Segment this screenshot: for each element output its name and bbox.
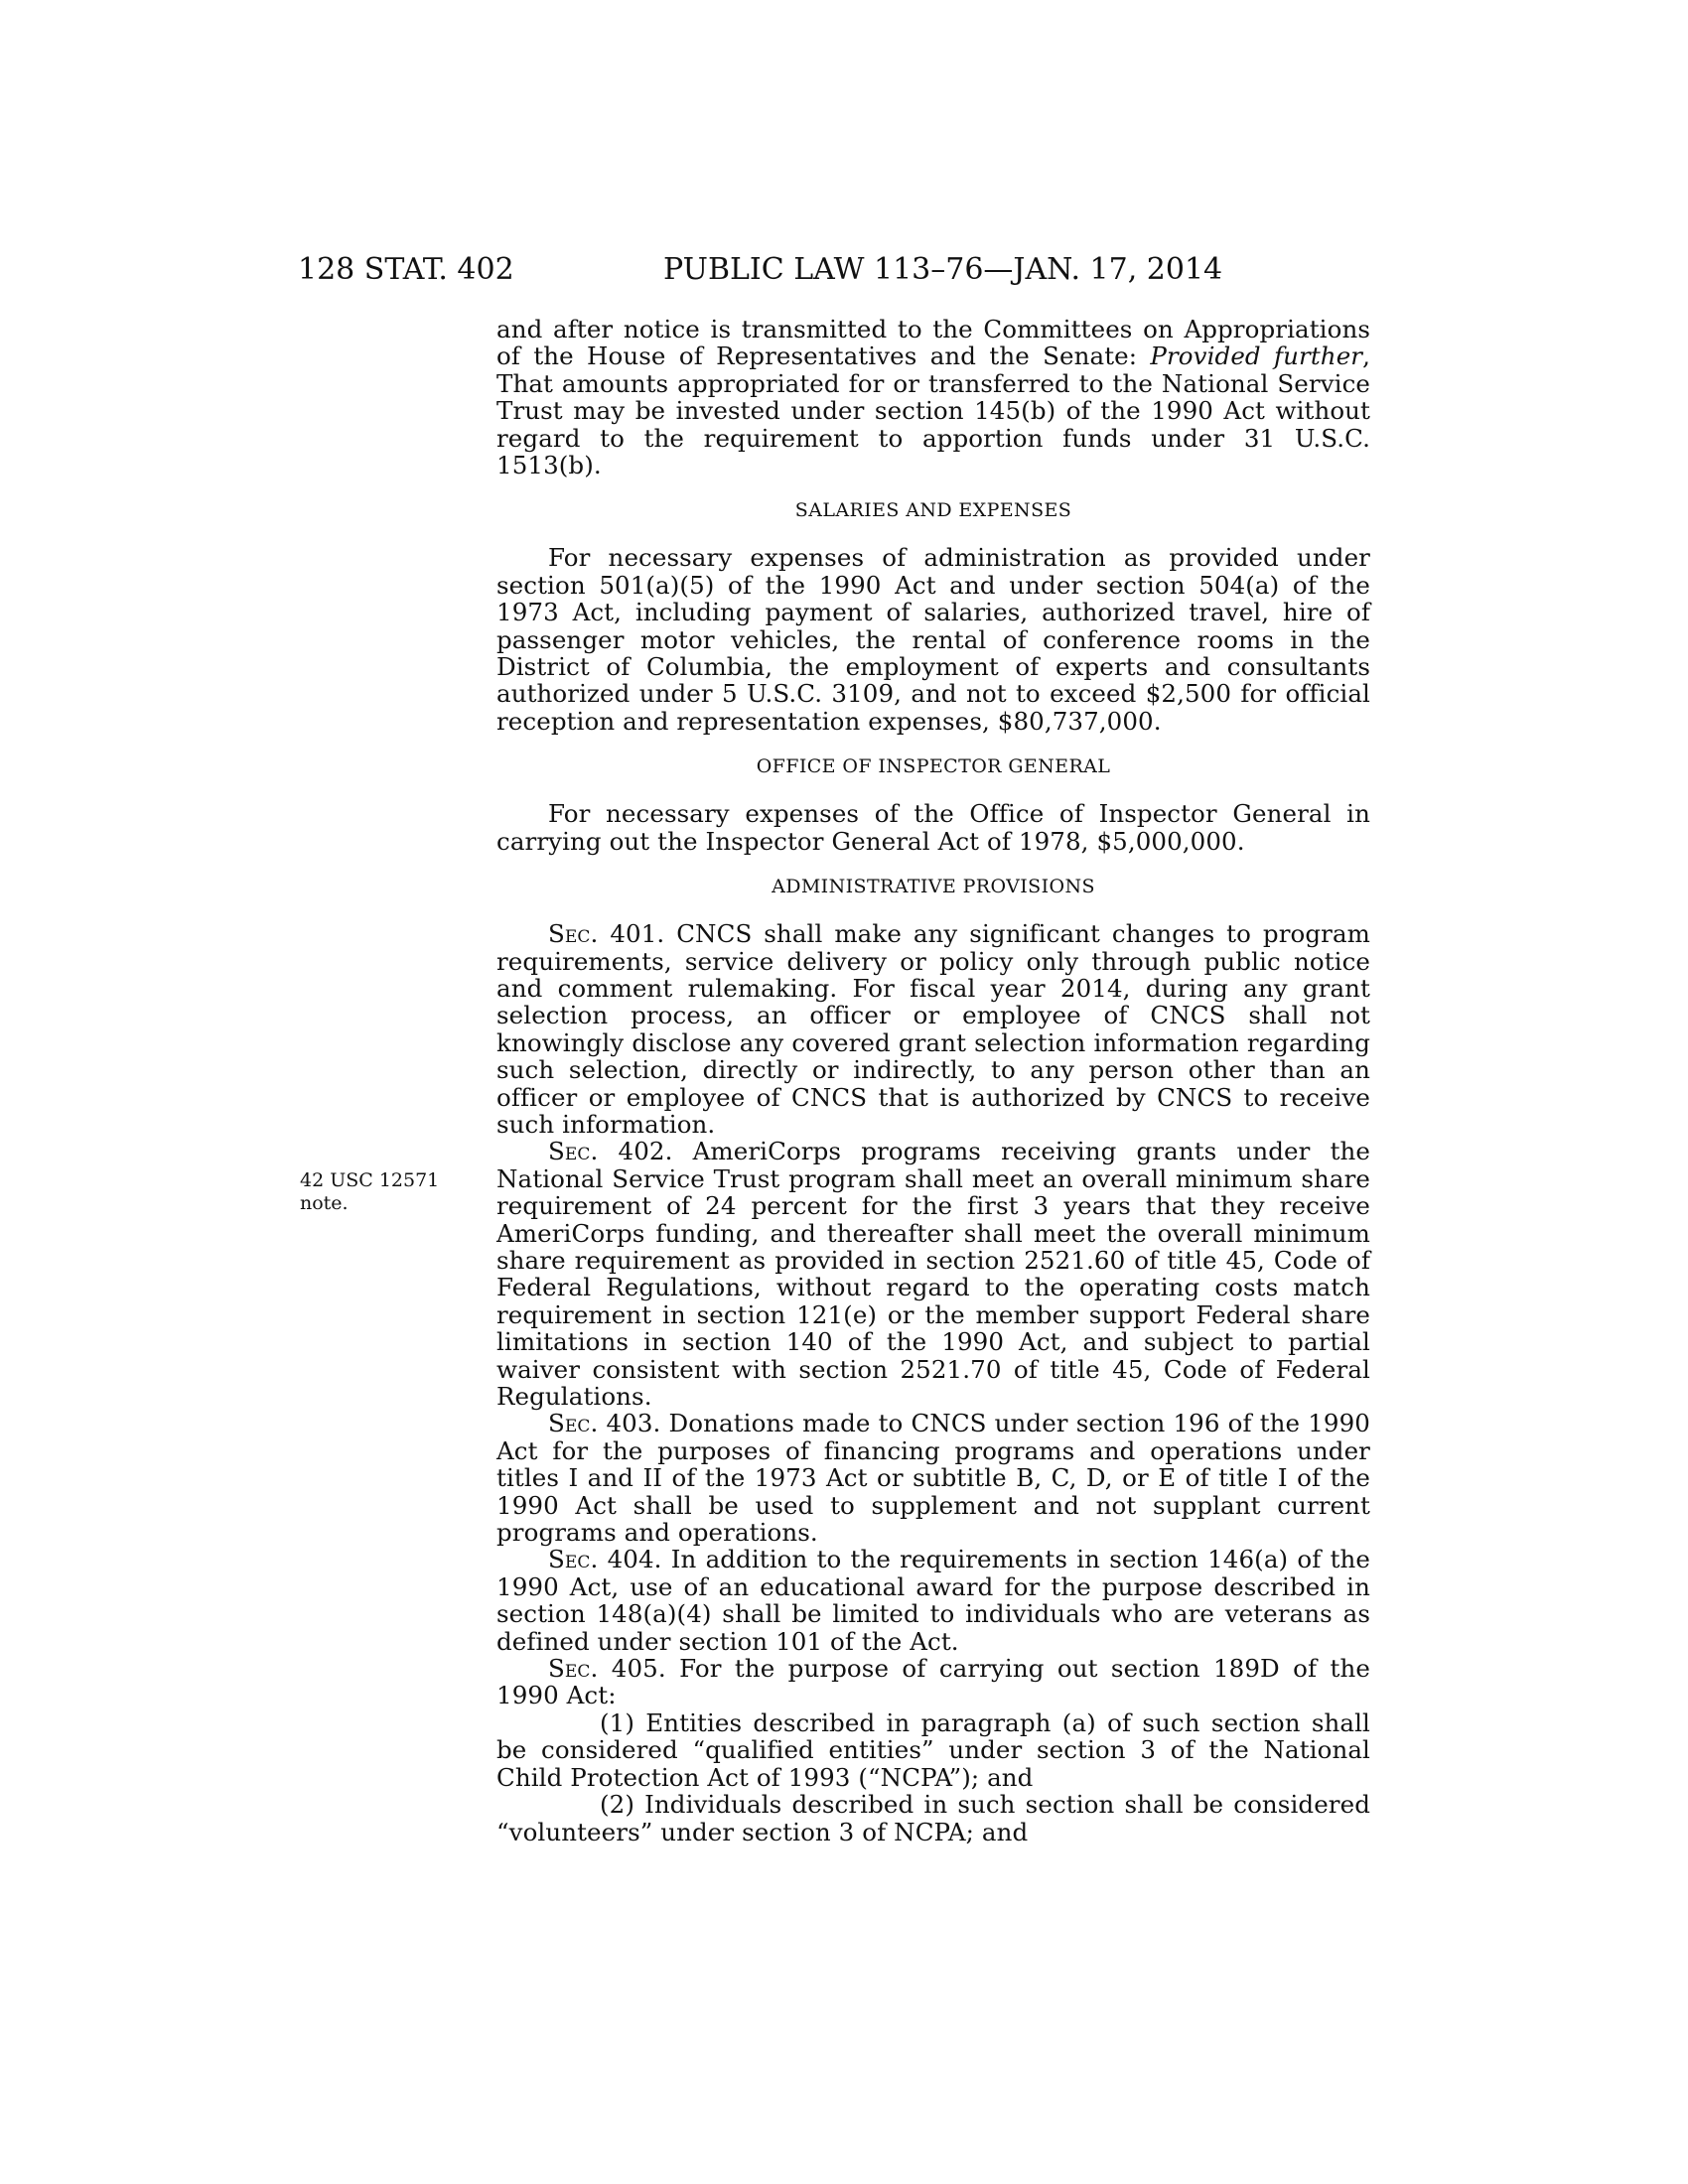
page-header [298,250,1380,290]
salaries-paragraph: For necessary expenses of administration as provided under section 501(a)(5) of the 1990 Act and under section 504(a) of the 1973 Act, including payment of salaries, authorized travel, hire of passenger motor vehicles, the rental of conference rooms in the District of Columbia, the employment of experts and consultants authorized under 5 U.S.C. 3109, and not to exceed $2,500 for official reception and representation expenses, $80,737,000. [496,543,1370,736]
intro-text-part1: and after notice is transmitted to the Committees on Appropriations of the House of Representatives and the Senate: [496,315,1370,371]
intro-italic-phrase: Provided further [1150,341,1363,371]
sec-401-label: Sec. 401. [548,919,665,949]
sec-404-text: In addition to the requirements in section 146(a) of the 1990 Act, use of an educational award for the purpose described in section 148(a)(4) shall be limited to individuals who are veterans as defined under section 101 of the Act. [496,1545,1370,1656]
sec-404-label: Sec. 404. [548,1545,662,1574]
sec-405-paragraph [496,1655,1370,1709]
sec-403-label: Sec. 403. [548,1409,661,1438]
sec-403-text: Donations made to CNCS under section 196 of the 1990 Act for the purposes of financing programs and operations under titles I and II of the 1973 Act or subtitle B, C, D, or E of title I of the 1990 Act shall be used to supplement and not supplant current programs and operations. [496,1409,1370,1548]
sec-404-paragraph [496,1546,1370,1655]
sec-403-paragraph [496,1410,1370,1546]
sec-405-label: Sec. 405. [548,1654,666,1684]
sec-401-paragraph [496,920,1370,1138]
intro-text-part2: , That amounts appropriated for or transferred to the National Service Trust may be invested under section 145(b) of the 1990 Act without regard to the requirement to apportion funds under 31 U.S.C. 1513(b). [496,341,1370,480]
sec-405-text: For the purpose of carrying out section 189D of the 1990 Act: [496,1654,1370,1710]
public-law-title: PUBLIC LAW 113–76—JAN. 17, 2014 [663,252,1223,287]
sec-402-paragraph [496,1138,1370,1410]
oig-heading: OFFICE OF INSPECTOR GENERAL [756,755,1111,778]
oig-paragraph: For necessary expenses of the Office of Inspector General in carrying out the Inspector General Act of 1978, $5,000,000. [496,799,1370,856]
margin-note [300,1169,469,1215]
margin-note-suffix: note. [300,1192,349,1214]
body-column [496,316,1370,1845]
statute-page-number: 128 STAT. 402 [298,252,514,287]
margin-note-citation: 42 USC 12571 [300,1169,440,1191]
sec-405-item-1: (1) Entities described in paragraph (a) of such section shall be considered “qualified entities” under section 3 of the National Child Protection Act of 1993 (“NCPA”); and [496,1707,1370,1792]
admin-provisions-heading: ADMINISTRATIVE PROVISIONS [772,876,1095,898]
salaries-heading: SALARIES AND EXPENSES [794,499,1072,522]
sec-401-text: CNCS shall make any significant changes to program requirements, service delivery or policy only through public notice and comment rulemaking. For fiscal year 2014, during any grant selection process, an officer or employee of CNCS shall not knowingly disclose any covered grant selection information regarding such selection, directly or indirectly, to any person other than an officer or employee of CNCS that is authorized by CNCS to receive such information. [496,919,1370,1139]
sec-402-text: AmeriCorps programs receiving grants under the National Service Trust program shall meet an overall minimum share requirement of 24 percent for the first 3 years that they receive AmeriCorps funding, and thereafter shall meet the overall minimum share requirement as provided in section 2521.60 of title 45, Code of Federal Regulations, without regard to the operating costs match requirement in section 121(e) or the member support Federal share limitations in section 140 of the 1990 Act, and subject to partial waiver consistent with section 2521.70 of title 45, Code of Federal Regulations. [496,1137,1370,1411]
intro-paragraph [496,316,1370,478]
sec-402-label: Sec. 402. [548,1137,673,1166]
sec-405-item-2: (2) Individuals described in such section shall be considered “volunteers” under section 3 of NCPA; and [496,1790,1370,1846]
